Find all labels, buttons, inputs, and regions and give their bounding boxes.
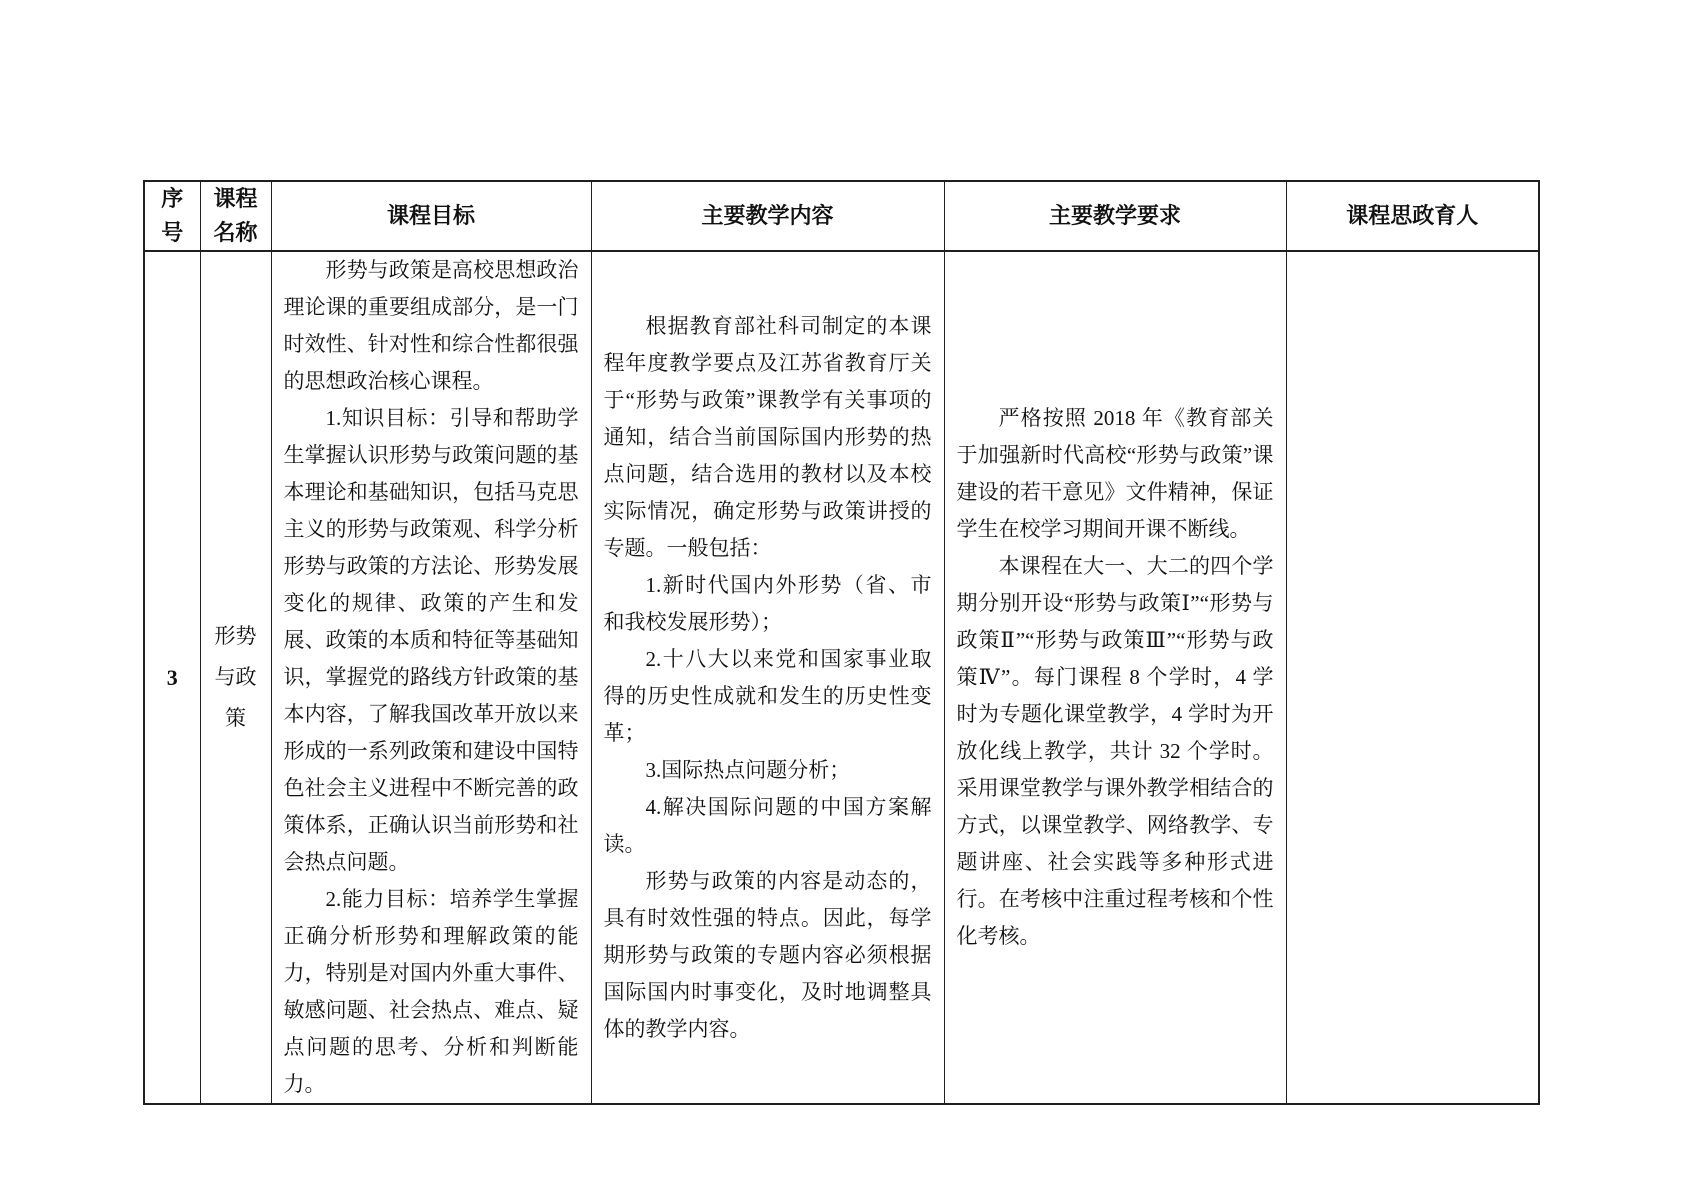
column-header-teaching-content: 主要教学内容 — [591, 181, 944, 251]
content-paragraph-item-2: 2.十八大以来党和国家事业取得的历史性成就和发生的历史性变革； — [603, 646, 932, 745]
column-header-ideology-educator: 课程思政育人 — [1286, 181, 1539, 251]
cell-ideology-educator — [1286, 251, 1539, 1104]
column-header-teaching-requirements: 主要教学要求 — [944, 181, 1286, 251]
table-row — [144, 251, 1539, 1104]
content-paragraph-item-1: 1.新时代国内外形势（省、市和我校发展形势）； — [603, 572, 932, 634]
column-header-course-name: 课程名称 — [200, 181, 271, 251]
column-header-serial-number: 序号 — [144, 181, 200, 251]
requirements-paragraph-policy: 严格按照 2018 年《教育部关于加强新时代高校“形势与政策”课建设的若干意见》文件精神，保证学生在校学习期间开课不断线。 — [956, 406, 1274, 541]
cell-course-objectives — [271, 251, 591, 1104]
content-paragraph-intro: 根据教育部社科司制定的本课程年度教学要点及江苏省教育厅关于“形势与政策”课教学有关事项的通知，结合当前国际国内形势的热点问题，结合选用的教材以及本校实际情况，确定形势与政策讲授的专题。一般包括： — [603, 313, 932, 560]
cell-teaching-content — [591, 251, 944, 1104]
cell-teaching-requirements — [944, 251, 1286, 1104]
course-table — [143, 180, 1540, 1105]
content-paragraph-item-4: 4.解决国际问题的中国方案解读。 — [603, 794, 932, 856]
column-header-course-objectives: 课程目标 — [271, 181, 591, 251]
content-paragraph-item-3: 3.国际热点问题分析； — [645, 757, 851, 782]
cell-serial-number: 3 — [144, 251, 200, 1104]
cell-course-name: 形势与政策 — [200, 251, 271, 1104]
objectives-paragraph-knowledge-goal: 1.知识目标：引导和帮助学生掌握认识形势与政策问题的基本理论和基础知识，包括马克思主义的形势与政策观、科学分析形势与政策的方法论、形势发展变化的规律、政策的产生和发展、政策的本质和特征等基础知识，掌握党的路线方针政策的基本内容，了解我国改革开放以来形成的一系列政策和建设中国特色社会主义进程中不断完善的政策体系，正确认识当前形势和社会热点问题。 — [283, 406, 579, 874]
objectives-paragraph-ability-goal: 2.能力目标：培养学生掌握正确分析形势和理解政策的能力，特别是对国内外重大事件、敏感问题、社会热点、难点、疑点问题的思考、分析和判断能力。 — [283, 887, 579, 1096]
requirements-paragraph-schedule: 本课程在大一、大二的四个学期分别开设“形势与政策Ⅰ”“形势与政策Ⅱ”“形势与政策Ⅲ”“形势与政策Ⅳ”。每门课程 8 个学时，4 学时为专题化课堂教学，4 学时为开放化线上教学，共计 32 个学时。采用课堂教学与课外教学相结合的方式，以课堂教学、网络教学、专题讲座、社会实践等多种形式进行。在考核中注重过程考核和个性化考核。 — [956, 554, 1274, 948]
table-header-row — [144, 181, 1539, 251]
content-paragraph-dynamic-note: 形势与政策的内容是动态的，具有时效性强的特点。因此，每学期形势与政策的专题内容必须根据国际国内时事变化，及时地调整具体的教学内容。 — [603, 868, 932, 1041]
objectives-paragraph-overview: 形势与政策是高校思想政治理论课的重要组成部分，是一门时效性、针对性和综合性都很强的思想政治核心课程。 — [283, 258, 579, 393]
